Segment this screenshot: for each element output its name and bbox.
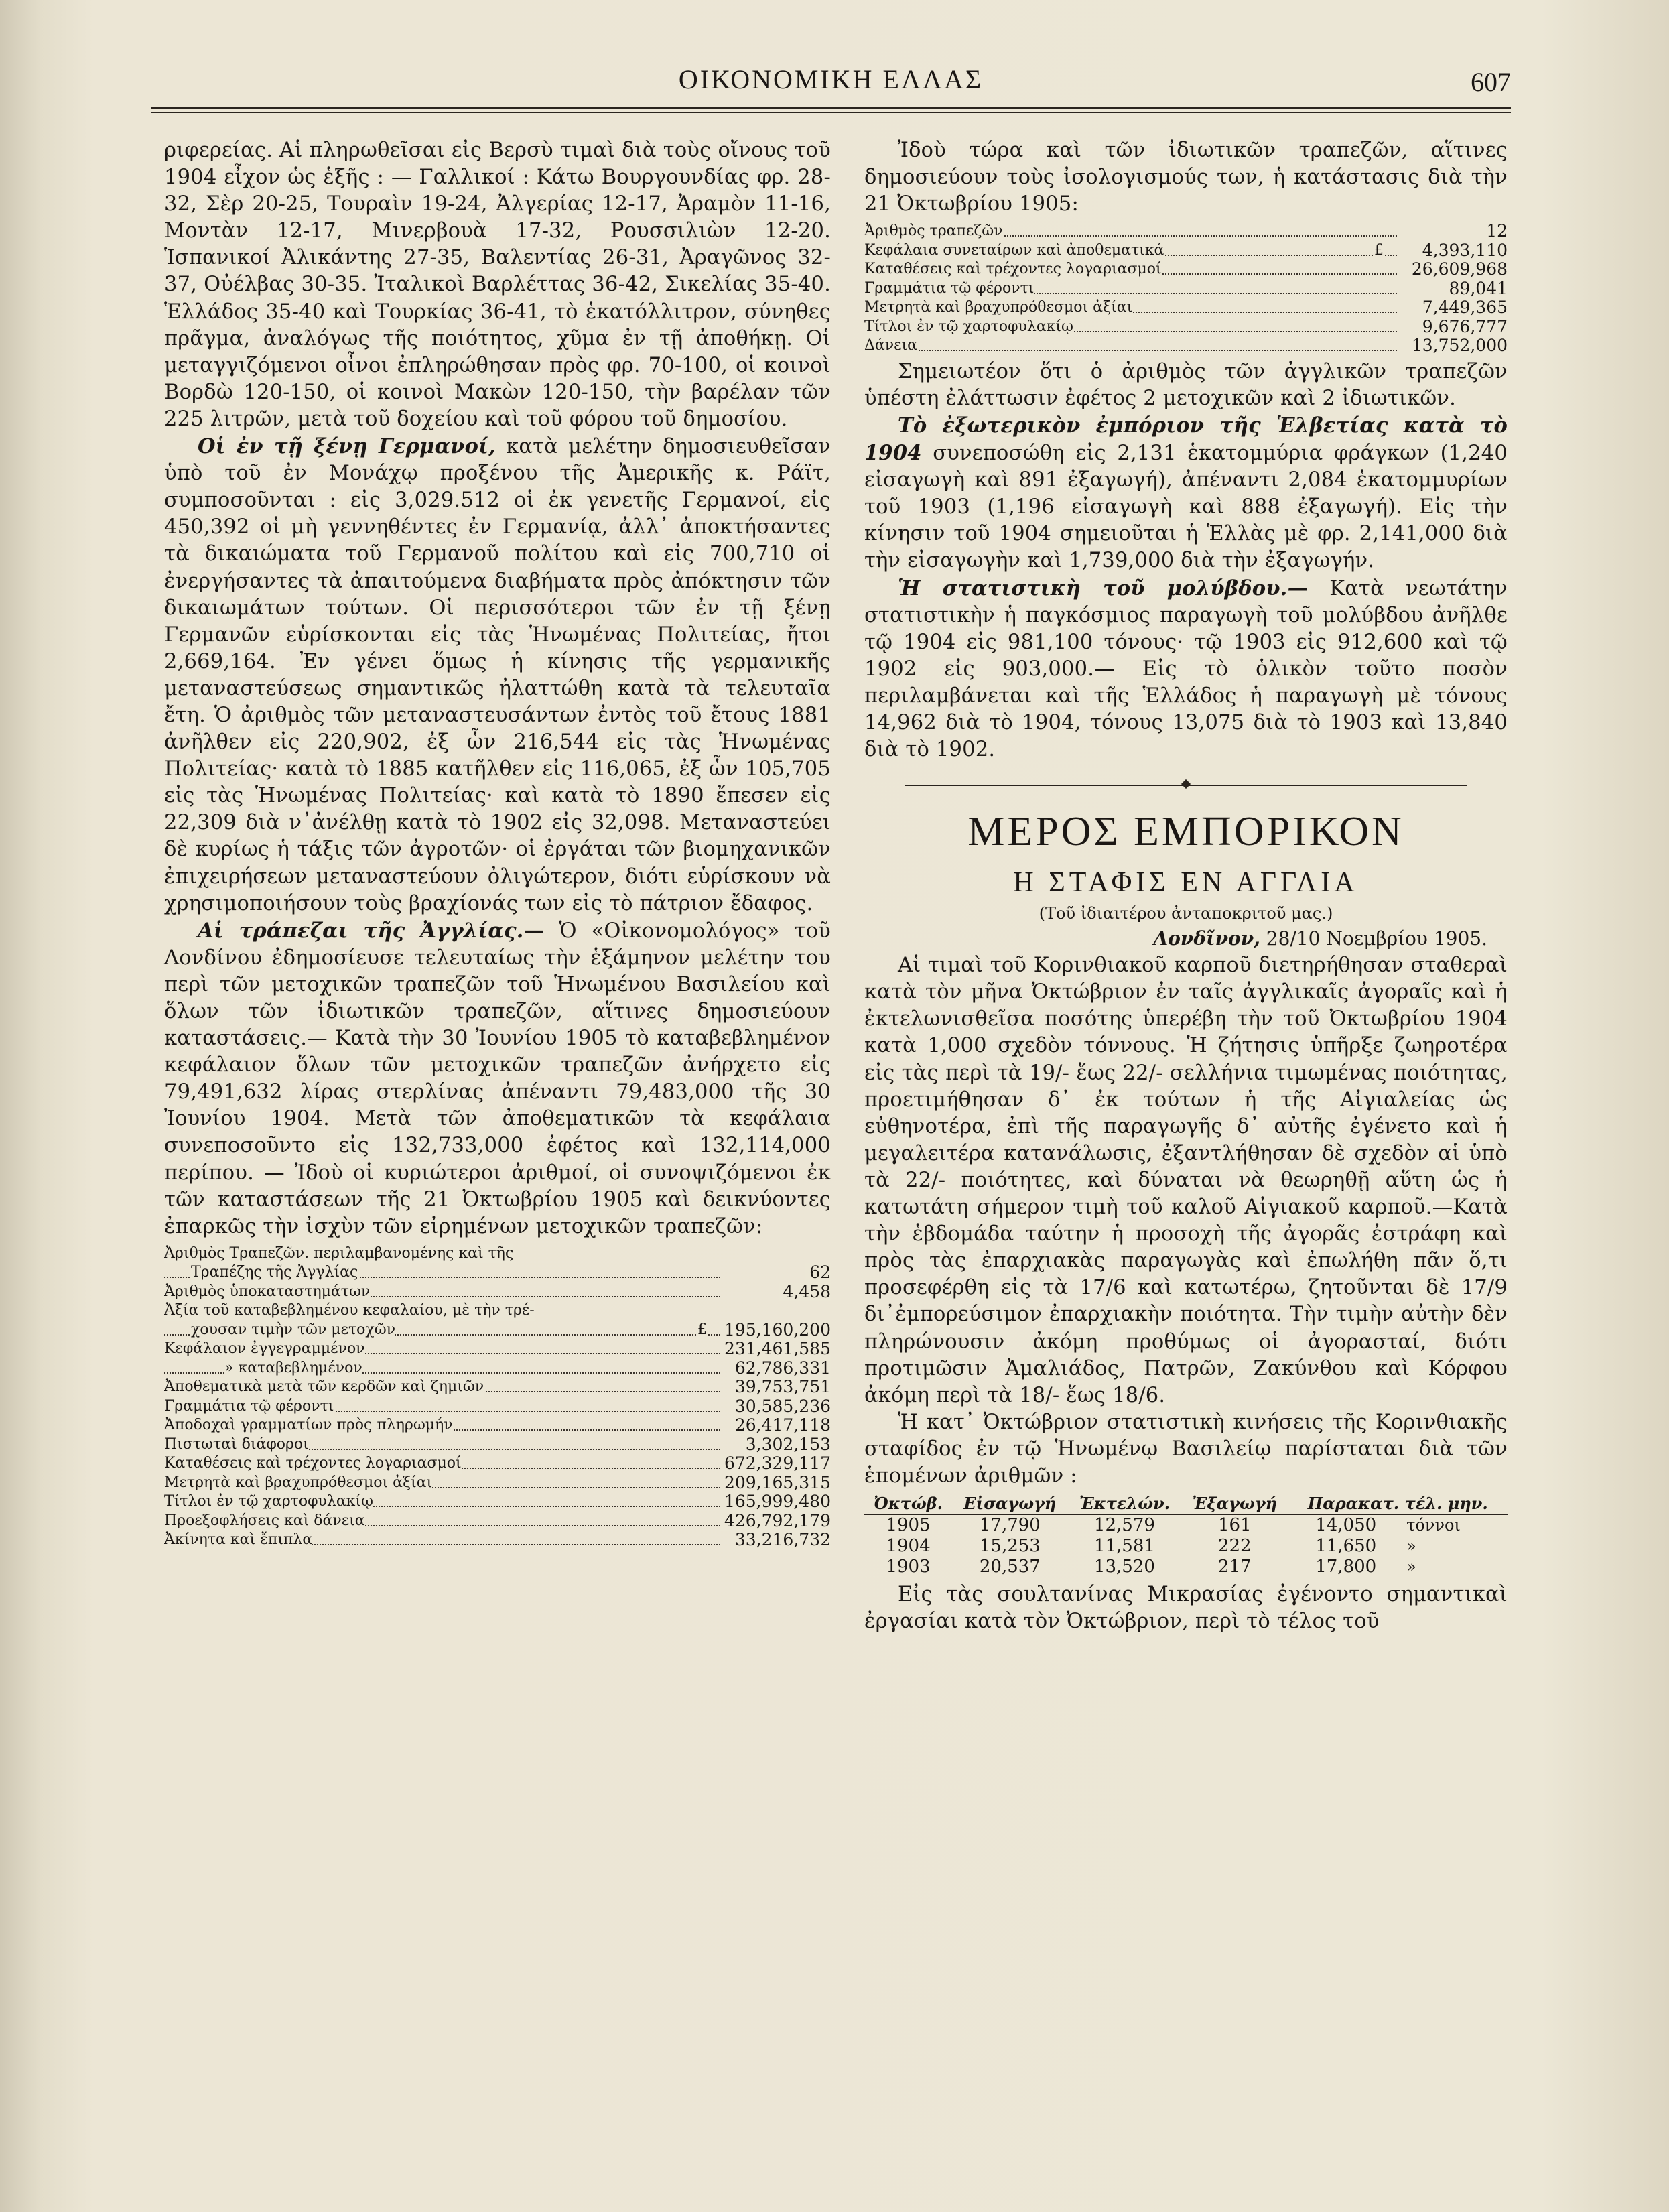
private-banks-ledger — [864, 222, 1508, 356]
ledger-value: 4,458 — [779, 1283, 831, 1302]
table-cell-unit: » — [1406, 1537, 1416, 1556]
ledger-value: 62 — [805, 1263, 831, 1283]
table-cell: 1904 — [886, 1536, 931, 1557]
ledger-value: 195,160,200 — [720, 1321, 831, 1340]
swiss-trade-body: συνεποσώθη εἰς 2,131 ἑκατομμύρια φράγκων (1,240 εἰσαγωγὴ καὶ 891 ἐξαγωγή), ἀπέναντι 2,084 ἑκατομμυρίων τοῦ 1903 (1,196 εἰσαγωγὴ καὶ 888 ἐξαγωγή). Εἰς τὴν κίνησιν τοῦ 1904 σημειοῦται ἡ Ἑλλὰς μὲ φρ. 2,141,000 διὰ τὴν εἰσαγωγὴν καὶ 1,739,000 διὰ τὴν ἐξαγωγήν. — [864, 442, 1508, 573]
ledger-row — [864, 298, 1508, 318]
ledger-value: 62,786,331 — [731, 1359, 831, 1378]
table-cell-unit: » — [1406, 1557, 1416, 1577]
swiss-trade-paragraph — [864, 412, 1508, 575]
ledger-row — [164, 1378, 831, 1397]
table-cell: 161 — [1217, 1515, 1252, 1536]
ledger-row — [164, 1512, 831, 1531]
ledger-label: Δάνεια — [864, 336, 917, 356]
currency-symbol: £ — [1374, 241, 1384, 261]
ledger-row — [864, 222, 1508, 241]
ledger-value: 7,449,365 — [1418, 298, 1508, 318]
table-cell: 14,050 — [1315, 1515, 1377, 1536]
ledger-label: Γραμμάτια τῷ φέροντι — [164, 1397, 334, 1417]
section-divider — [864, 773, 1508, 799]
ledger-value: 26,417,118 — [731, 1416, 831, 1435]
ledger-row — [164, 1359, 831, 1378]
ledger-label: Μετρητὰ καὶ βραχυπρόθεσμοι ἀξίαι — [864, 298, 1132, 318]
lead-statistics-paragraph — [864, 575, 1508, 764]
ledger-label: Κεφάλαιον ἐγγεγραμμένον — [164, 1340, 365, 1359]
ledger-label: χουσαν τιμὴν τῶν μετοχῶν — [191, 1321, 395, 1340]
ledger-row — [164, 1397, 831, 1417]
ledger-label: Τραπέζης τῆς Ἀγγλίας — [191, 1263, 358, 1283]
ledger-value: 89,041 — [1445, 279, 1508, 299]
ledger-value: 33,216,732 — [731, 1531, 831, 1550]
ledger-value: 26,609,968 — [1408, 260, 1508, 279]
ledger-value: 39,753,751 — [731, 1378, 831, 1397]
ledger-label: Καταθέσεις καὶ τρέχοντες λογαριασμοί — [164, 1454, 462, 1474]
ledger-row — [864, 318, 1508, 337]
ledger-row — [864, 279, 1508, 299]
table-cell: 11,650 — [1315, 1536, 1377, 1557]
table-cell: 1903 — [886, 1557, 931, 1577]
ledger-value: 13,752,000 — [1408, 336, 1508, 356]
ledger-value: 3,302,153 — [742, 1435, 831, 1455]
ledger-value: 4,393,110 — [1418, 241, 1508, 261]
table-header-row — [864, 1492, 1508, 1515]
table-row — [864, 1515, 1508, 1537]
left-column — [164, 137, 831, 1553]
swiss-trade-heading: Τὸ ἐξωτερικὸν ἐμπόριον τῆς Ἑλβετίας κατὰ τὸ 1904 — [864, 413, 1508, 466]
ledger-label: Καταθέσεις καὶ τρέχοντες λογαριασμοί — [864, 260, 1162, 279]
ledger-label: Προεξοφλήσεις καὶ δάνεια — [164, 1512, 365, 1531]
wine-prices-paragraph: ριφερείας. Αἱ πληρωθεῖσαι εἰς Βερσὺ τιμαὶ διὰ τοὺς οἴνους τοῦ 1904 εἶχον ὡς ἑξῆς : — Γαλλικοί : Κάτω Βουργουνδίας φρ. 28-32, Σὲρ 20-25, Τουραὶν 19-24, Ἀλγερίας 12-17, Ἀραμὸν 11-16, Μοντὰν 12-17, Μινερβουὰ 17-32, Ρουσσιλιὼν 12-20. Ἱσπανικοί Ἀλικάντης 27-35, Βαλεντίας 26-31, Ἀραγῶνος 32-37, Οὐέλβας 30-35. Ἰταλικοὶ Βαρλέττας 36-42, Σικελίας 35-40. Ἑλλάδος 35-40 καὶ Τουρκίας 36-41, τὸ ἑκατόλλιτρον, σύνηθες πρᾶγμα, ἀναλόγως τῆς ποιότητος, χῦμα ἐν τῇ ἀποθήκῃ. Οἱ μεταγγιζόμενοι οἶνοι ἐπληρώθησαν πρὸς φρ. 70-100, οἱ κοινοὶ Βορδὼ 120-150, οἱ κοινοὶ Μακὼν 120-150, τὴν βαρέλαν τῶν 225 λιτρῶν, μετὰ τοῦ δοχείου καὶ τοῦ φόρου τοῦ δημοσίου. — [164, 139, 831, 431]
lead-statistics-heading: Ἡ στατιστικὴ τοῦ μολύβδου.— — [898, 576, 1309, 600]
ledger-row — [164, 1244, 831, 1264]
ledger-label: Ἀριθμὸς ὑποκαταστημάτων — [164, 1283, 370, 1302]
table-cell: 12,579 — [1093, 1515, 1155, 1536]
ledger-value: 426,792,179 — [720, 1512, 831, 1531]
ledger-row — [164, 1301, 831, 1321]
ledger-label: Τίτλοι ἐν τῷ χαρτοφυλακίῳ — [864, 318, 1073, 337]
table-cell: 17,800 — [1315, 1557, 1377, 1577]
english-banks-paragraph — [164, 917, 831, 1240]
ledger-row — [864, 241, 1508, 261]
ledger-label: Ἀποθεματικὰ μετὰ τῶν κερδῶν καὶ ζημιῶν — [164, 1378, 484, 1397]
currant-prices-paragraph: Αἱ τιμαὶ τοῦ Κορινθιακοῦ καρποῦ διετηρήθησαν σταθεραὶ κατὰ τὸν μῆνα Ὀκτώβριον ἐν ταῖς ἀγγλικαῖς ἀγοραῖς καὶ ἡ ἐκτελωνισθεῖσα ποσότης ὑπερέβη τὴν τοῦ Ὀκτωβρίου 1904 κατὰ 1,000 σχεδὸν τόννους. Ἡ ζήτησις ὑπῆρξε ζωηροτέρα εἰς τὰς περὶ τὰ 19/- ἕως 22/- σελλήνια τιμωμένας ποιότητας, προετιμήθησαν δ᾽ ἐκ τούτων ἡ τῆς Αἰγιαλείας ὡς εὐθηνοτέρα, ἐπὶ τῆς παραγωγῆς δ᾽ αὐτῆς ἐγένετο καὶ ἡ μεγαλειτέρα κατανάλωσις, ἐξαντλήθησαν δὲ σχεδὸν αἱ ὑπὸ τὰ 22/- ποιότητες, καὶ δύναται νὰ θεωρηθῇ αὕτη ὡς ἡ κατωτάτη σήμερον τιμὴ τοῦ καλοῦ Αἰγιακοῦ καρποῦ.—Κατὰ τὴν ἑβδομάδα ταύτην ἡ προσοχὴ τῆς ἀγορᾶς ἐστράφη καὶ πρὸς τὰς ἐπαρχιακὰς παραγωγὰς καὶ ἐπωλήθη πᾶν ὅ,τι προσεφέρθη εἰς τὰ 17/6 καὶ κατωτέρω, ζητοῦνται δὲ 17/9 δι᾽ἐμπορεύσιμον ἐπαρχιακὴν ποιότητα. Τὴν τιμὴν αὐτὴν δὲν πληρώνουσιν ἀκόμη προθύμως οἱ ἀγορασταί, διότι προτιμῶσιν Ἀμαλιάδος, Πατρῶν, Ζακύνθου καὶ Κόρφου ἀκόμη περὶ τὰ 18/- ἕως 18/6. — [864, 954, 1508, 1407]
ledger-row — [164, 1340, 831, 1359]
table-cell: 17,790 — [979, 1515, 1041, 1536]
article-title: Η ΣΤΑΦΙΣ ΕΝ ΑΓΓΛΙΑ — [1013, 867, 1359, 899]
ledger-label: Ἀριθμὸς Τραπεζῶν. περιλαμβανομένης καὶ τῆς — [164, 1244, 513, 1264]
table-cell: 1905 — [886, 1515, 931, 1536]
ledger-label: » καταβεβλημένον — [224, 1359, 362, 1378]
ledger-label: Μετρητὰ καὶ βραχυπρόθεσμοι ἀξίαι — [164, 1474, 432, 1493]
lead-statistics-body: Κατὰ νεωτάτην στατιστικὴν ἡ παγκόσμιος παραγωγὴ τοῦ μολύβδου ἀνῆλθε τῷ 1904 εἰς 981,100 τόνους· τῷ 1903 εἰς 912,600 καὶ τῷ 1902 εἰς 903,000.— Εἰς τὸ ὁλικὸν τοῦτο ποσὸν περιλαμβάνεται καὶ τῆς Ἑλλάδος ἡ παραγωγὴ μὲ τόνους 14,962 διὰ τὸ 1904, τόνους 13,075 διὰ τὸ 1903 καὶ 13,840 διὰ τὸ 1902. — [864, 576, 1508, 762]
ledger-value: 209,165,315 — [720, 1474, 831, 1493]
right-column — [864, 137, 1508, 1635]
ledger-label: Κεφάλαια συνεταίρων καὶ ἀποθεματικά — [864, 241, 1164, 261]
table-cell: 222 — [1217, 1536, 1252, 1557]
table-cell: 13,520 — [1093, 1557, 1155, 1577]
ledger-row — [164, 1531, 831, 1550]
article-dateline — [864, 925, 1508, 952]
header-rule-thick — [151, 107, 1511, 109]
ledger-value: 672,329,117 — [720, 1454, 831, 1474]
banks-note-paragraph: Σημειωτέον ὅτι ὁ ἀριθμὸς τῶν ἀγγλικῶν τραπεζῶν ὑπέστη ἐλάττωσιν ἐφέτος 2 μετοχικῶν καὶ 2 ἰδιωτικῶν. — [864, 359, 1508, 410]
divider-ornament — [1181, 779, 1191, 789]
table-cell: 11,581 — [1093, 1536, 1155, 1557]
germans-abroad-body: κατὰ μελέτην δημοσιευθεῖσαν ὑπὸ τοῦ ἐν Μονάχῳ προξένου τῆς Ἀμερικῆς κ. Ράϊτ, συμποσοῦνται : εἰς 3,029.512 οἱ ἐκ γενετῆς Γερμανοί, εἰς 450,392 οἱ μὴ γεννηθέντες ἐν Γερμανίᾳ, ἀλλ᾽ ἀποκτήσαντες τὰ δικαιώματα τοῦ Γερμανοῦ πολίτου καὶ εἰς 700,710 οἱ ἐνεργήσαντες τὰ ἀπαιτούμενα διαβήματα πρὸς ἀπόκτησιν τῶν δικαιωμάτων τούτων. Οἱ περισσότεροι τῶν ἐν τῇ ξένῃ Γερμανῶν εὑρίσκονται εἰς τὰς Ἡνωμένας Πολιτείας, ἤτοι 2,669,164. Ἐν γένει ὅμως ἡ κίνησις τῆς γερμανικῆς μεταναστεύσεως σημαντικῶς ἠλαττώθη κατὰ τὰ τελευταῖα ἔτη. Ὁ ἀριθμὸς τῶν μεταναστευσάντων ἐντὸς τοῦ ἔτους 1881 ἀνῆλθεν εἰς 220,902, ἐξ ὧν 216,544 εἰς τὰς Ἡνωμένας Πολιτείας· κατὰ τὸ 1885 κατῆλθεν εἰς 116,065, ἐξ ὧν 105,705 εἰς τὰς Ἡνωμένας Πολιτείας· καὶ κατὰ τὸ 1890 ἔπεσεν εἰς 22,309 διὰ ν᾽ἀνέλθῃ κατὰ τὸ 1902 εἰς 32,098. Μεταναστεύει δὲ κυρίως ἡ τάξις τῶν ἀγροτῶν· οἱ ἐργάται τῶν βιομηχανικῶν ἐπιχειρήσεων μεταναστεύουν ὀλιγώτερον, διότι εὑρίσκουν νὰ χρησιμοποιήσουν τοὺς βραχίονάς των εἰς τὸ πάτριον ἔδαφος. — [164, 435, 831, 915]
joint-stock-banks-ledger — [164, 1244, 831, 1550]
ledger-label: Τίτλοι ἐν τῷ χαρτοφυλακίῳ — [164, 1492, 373, 1512]
ledger-row — [864, 336, 1508, 356]
ledger-row — [864, 260, 1508, 279]
currant-stats-table — [864, 1492, 1508, 1577]
col-header-month: Ὀκτώβ. — [864, 1492, 952, 1515]
ledger-row — [164, 1263, 831, 1283]
ledger-row — [164, 1492, 831, 1512]
english-banks-heading: Αἱ τράπεζαι τῆς Ἀγγλίας.— — [198, 918, 545, 943]
table-cell-unit: τόννοι — [1406, 1516, 1461, 1535]
table-cell: 217 — [1217, 1557, 1252, 1577]
germans-abroad-heading: Οἱ ἐν τῇ ξένῃ Γερμανοί, — [198, 434, 496, 459]
journal-title: ΟΙΚΟΝΟΜΙΚΗ ΕΛΛΑΣ — [678, 64, 984, 94]
currant-stats-intro: Ἡ κατ᾽ Ὀκτώβριον στατιστικὴ κινήσεις τῆς Κορινθιακῆς σταφίδος ἐν τῷ Ἡνωμένῳ Βασιλείῳ παρίσταται διὰ τῶν ἑπομένων ἀριθμῶν : — [864, 1410, 1508, 1488]
dateline-city: Λονδῖνον, — [1153, 927, 1260, 950]
table-cell: 20,537 — [979, 1557, 1041, 1577]
ledger-value: 9,676,777 — [1418, 318, 1508, 337]
running-header — [151, 64, 1511, 104]
col-header-exports: Ἐξαγωγή — [1181, 1492, 1288, 1515]
ledger-row — [164, 1454, 831, 1474]
col-header-imports: Εἰσαγωγή — [952, 1492, 1068, 1515]
col-header-cleared: Ἐκτελών. — [1068, 1492, 1182, 1515]
table-row — [864, 1536, 1508, 1557]
ledger-label: Ἀξία τοῦ καταβεβλημένου κεφαλαίου, μὲ τὴν τρέ- — [164, 1301, 535, 1321]
ledger-label: Πιστωταὶ διάφοροι — [164, 1435, 309, 1455]
currency-symbol: £ — [697, 1321, 707, 1340]
ledger-value: 12 — [1482, 222, 1508, 241]
ledger-value: 231,461,585 — [720, 1340, 831, 1359]
ledger-label: Γραμμάτια τῷ φέροντι — [864, 279, 1034, 299]
col-header-stock: Παρακατ. τέλ. μην. — [1288, 1492, 1508, 1515]
ledger-row — [164, 1321, 831, 1340]
ledger-row — [164, 1283, 831, 1302]
ledger-value: 30,585,236 — [731, 1397, 831, 1417]
ledger-value: 165,999,480 — [720, 1492, 831, 1512]
dateline-date: 28/10 Νοεμβρίου 1905. — [1260, 927, 1487, 950]
germans-abroad-paragraph — [164, 433, 831, 917]
table-cell: 15,253 — [979, 1536, 1041, 1557]
page-number: 607 — [1471, 67, 1511, 97]
ledger-label: Ἀριθμὸς τραπεζῶν — [864, 222, 1003, 241]
private-banks-intro: Ἰδοὺ τώρα καὶ τῶν ἰδιωτικῶν τραπεζῶν, αἵτινες δημοσιεύουν τοὺς ἰσολογισμούς των, ἡ κατάστασις διὰ τὴν 21 Ὀκτωβρίου 1905: — [864, 139, 1508, 216]
header-rule-thin — [151, 112, 1511, 113]
ledger-row — [164, 1435, 831, 1455]
ledger-label: Ἀποδοχαὶ γραμματίων πρὸς πληρωμήν — [164, 1416, 453, 1435]
ledger-row — [164, 1416, 831, 1435]
sultanas-paragraph: Εἰς τὰς σουλτανίνας Μικρασίας ἐγένοντο σημαντικαὶ ἐργασίαι κατὰ τὸν Ὀκτώβριον, περὶ τὸ τέλος τοῦ — [864, 1583, 1508, 1634]
ledger-row — [164, 1474, 831, 1493]
ledger-label: Ἀκίνητα καὶ ἔπιπλα — [164, 1531, 312, 1550]
table-row — [864, 1557, 1508, 1577]
dot-leader — [864, 350, 1397, 351]
english-banks-body: Ὁ «Οἰκονομολόγος» τοῦ Λονδίνου ἐδημοσίευσε τελευταίως τὴν ἑξάμηνον μελέτην του περὶ τῶν μετοχικῶν τραπεζῶν τοῦ Ἡνωμένου Βασιλείου καὶ ὅλων τῶν ἰδιωτικῶν τραπεζῶν, αἵτινες δημοσιεύουν καταστάσεις.— Κατὰ τὴν 30 Ἰουνίου 1905 τὸ καταβεβλημένον κεφάλαιον ὅλων τῶν μετοχικῶν τραπεζῶν ἀνήρχετο εἰς 79,491,632 λίρας στερλίνας ἀπέναντι 79,483,000 τῆς 30 Ἰουνίου 1904. Μετὰ τῶν ἀποθεματικῶν τὰ κεφάλαια συνεποσοῦντο εἰς 132,733,000 ἐφέτος καὶ 132,114,000 περίπου. — Ἰδοὺ οἱ κυριώτεροι ἀριθμοί, οἱ συνοψιζόμενοι ἐκ τῶν καταστάσεων τῆς 21 Ὀκτωβρίου 1905 καὶ δεικνύοντες ἐπαρκῶς τὴν ἰσχὺν τῶν εἰρημένων μετοχικῶν τραπεζῶν: — [164, 919, 831, 1238]
article-subtitle: (Τοῦ ἰδιαιτέρου ἀνταποκριτοῦ μας.) — [1039, 904, 1333, 923]
section-title: ΜΕΡΟΣ ΕΜΠΟΡΙΚΟΝ — [967, 809, 1404, 855]
